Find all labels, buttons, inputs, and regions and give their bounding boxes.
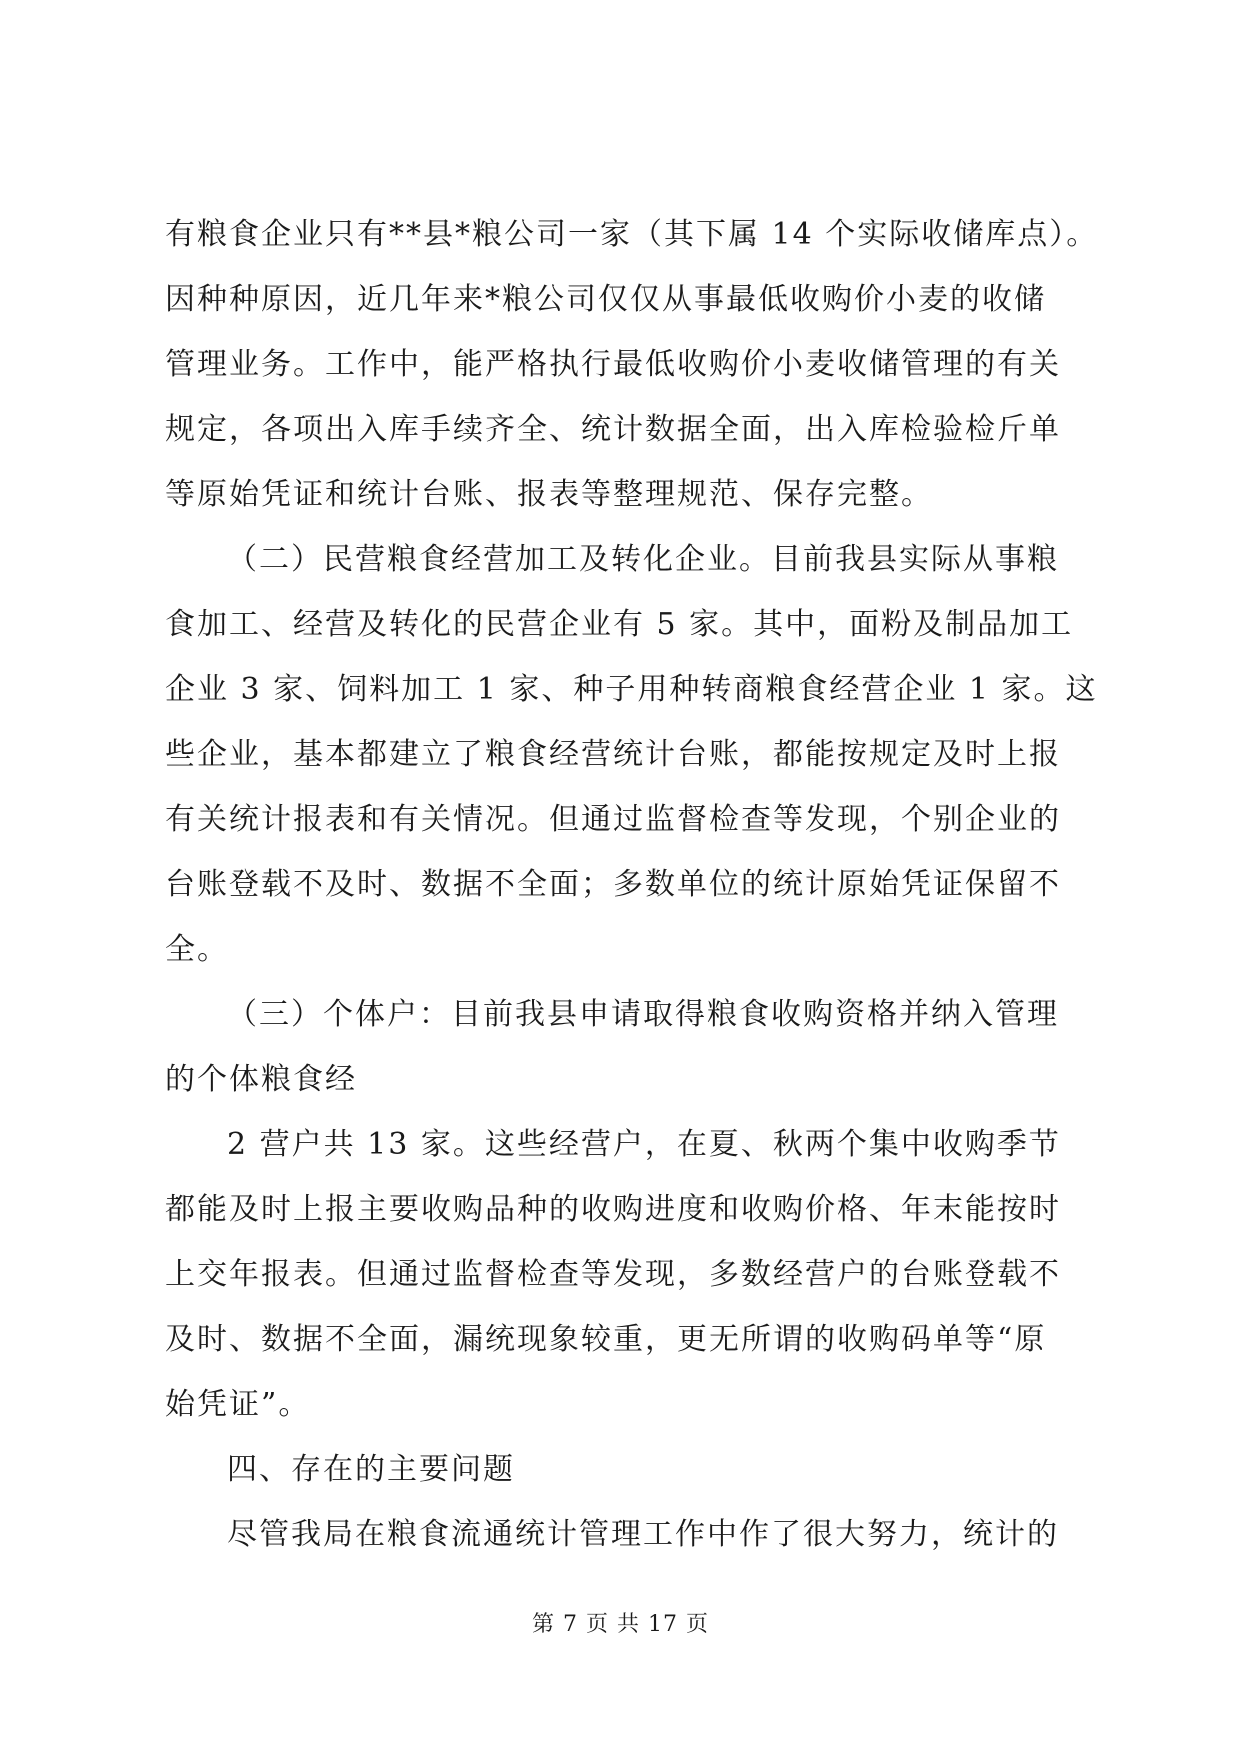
text-line: 食加工、经营及转化的民营企业有 5 家。其中，面粉及制品加工 xyxy=(165,607,1074,642)
section-heading: 四、存在的主要问题 xyxy=(227,1452,515,1487)
text-line: 管理业务。工作中，能严格执行最低收购价小麦收储管理的有关 xyxy=(165,347,1061,382)
text-line: 上交年报表。但通过监督检查等发现，多数经营户的台账登载不 xyxy=(165,1257,1061,1292)
paragraph-start-line: 尽管我局在粮食流通统计管理工作中作了很大努力，统计的 xyxy=(227,1517,1059,1552)
text-line: 始凭证”。 xyxy=(165,1387,311,1422)
text-line: 有粮食企业只有**县*粮公司一家（其下属 14 个实际收储库点）。 xyxy=(165,217,1099,252)
text-line: 因种种原因，近几年来*粮公司仅仅从事最低收购价小麦的收储 xyxy=(165,282,1046,317)
text-line: 规定，各项出入库手续齐全、统计数据全面，出入库检验检斤单 xyxy=(165,412,1061,447)
text-line: 及时、数据不全面，漏统现象较重，更无所谓的收购码单等“原 xyxy=(165,1322,1047,1357)
document-body xyxy=(165,202,1099,1567)
text-line: 等原始凭证和统计台账、报表等整理规范、保存完整。 xyxy=(165,477,933,512)
text-line: 台账登载不及时、数据不全面；多数单位的统计原始凭证保留不 xyxy=(165,867,1061,902)
text-line: 的个体粮食经 xyxy=(165,1062,357,1097)
text-line: 全。 xyxy=(165,932,229,967)
paragraph-start-line: （三）个体户：目前我县申请取得粮食收购资格并纳入管理 xyxy=(227,997,1059,1032)
text-line: 都能及时上报主要收购品种的收购进度和收购价格、年末能按时 xyxy=(165,1192,1061,1227)
text-line: 有关统计报表和有关情况。但通过监督检查等发现，个别企业的 xyxy=(165,802,1061,837)
text-line: 些企业，基本都建立了粮食经营统计台账，都能按规定及时上报 xyxy=(165,737,1061,772)
text-line: 企业 3 家、饲料加工 1 家、种子用种转商粮食经营企业 1 家。这 xyxy=(165,672,1098,707)
page-number-footer: 第 7 页 共 17 页 xyxy=(532,1612,709,1637)
paragraph-start-line: （二）民营粮食经营加工及转化企业。目前我县实际从事粮 xyxy=(227,542,1059,577)
paragraph-start-line: 2 营户共 13 家。这些经营户，在夏、秋两个集中收购季节 xyxy=(227,1127,1061,1162)
